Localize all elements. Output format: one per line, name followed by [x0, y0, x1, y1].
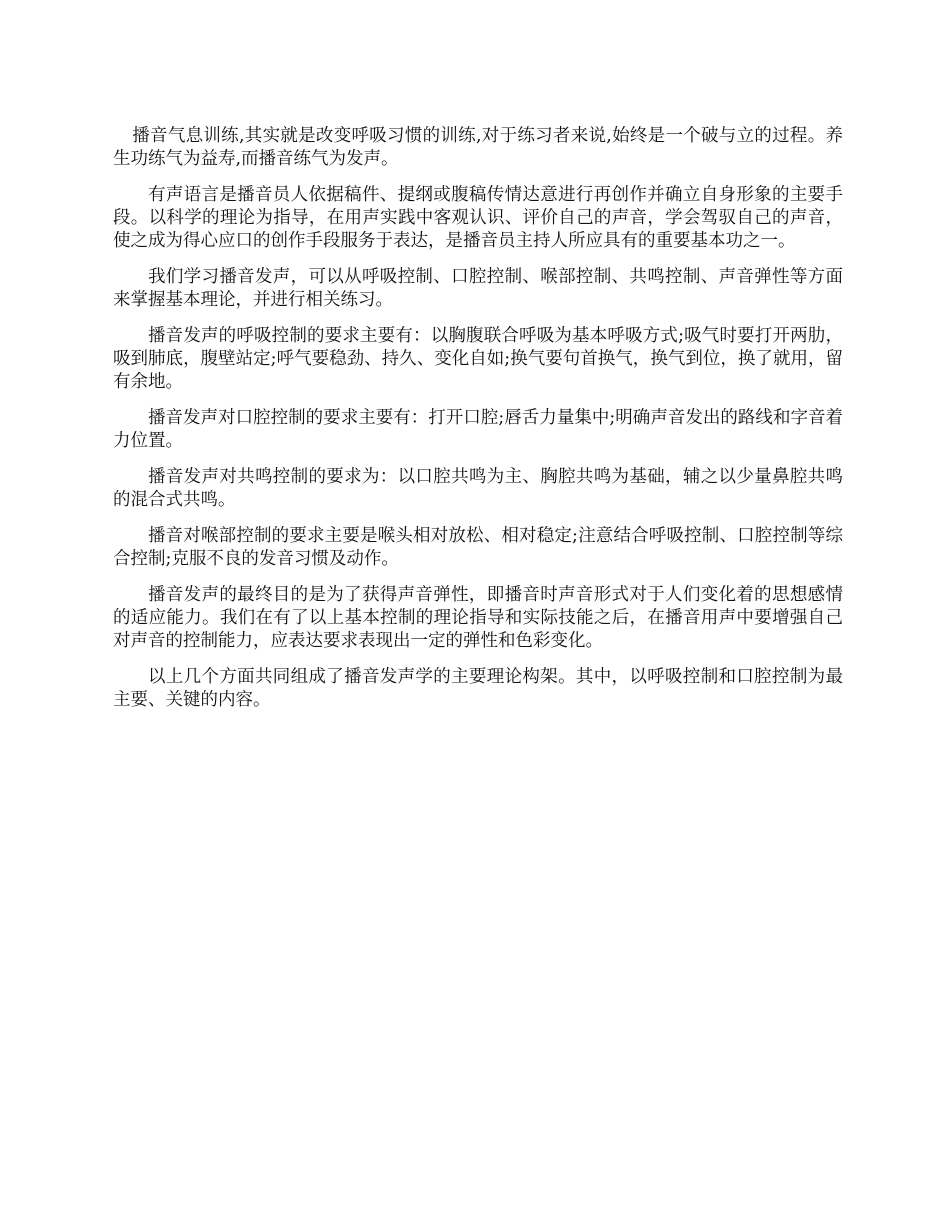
paragraph-breath-training: 播音气息训练,其实就是改变呼吸习惯的训练,对于练习者来说,始终是一个破与立的过程。养生功练气为益寿,而播音练气为发声。: [113, 126, 843, 169]
paragraph-voice-elasticity: 播音发声的最终目的是为了获得声音弹性，即播音时声音形式对于人们变化着的思想感情的适应能力。我们在有了以上基本控制的理论指导和实际技能之后，在播音用声中要增强自己对声音的控制能力，应表达要求表现出一定的弹性和色彩变化。: [113, 585, 843, 651]
paragraph-summary: 以上几个方面共同组成了播音发声学的主要理论构架。其中，以呼吸控制和口腔控制为最主要、关键的内容。: [113, 667, 843, 710]
paragraph-oral-control: 播音发声对口腔控制的要求主要有：打开口腔;唇舌力量集中;明确声音发出的路线和字音着力位置。: [113, 408, 843, 451]
paragraph-spoken-language: 有声语言是播音员人依据稿件、提纲或腹稿传情达意进行再创作并确立自身形象的主要手段。以科学的理论为指导，在用声实践中客观认识、评价自己的声音，学会驾驭自己的声音，使之成为得心应口的创作手段服务于表达，是播音员主持人所应具有的重要基本功之一。: [113, 185, 843, 251]
paragraph-breath-control: 播音发声的呼吸控制的要求主要有：以胸腹联合呼吸为基本呼吸方式;吸气时要打开两肋，吸到肺底，腹壁站定;呼气要稳劲、持久、变化自如;换气要句首换气，换气到位，换了就用，留有余地。: [113, 326, 843, 392]
document-body: [113, 125, 843, 725]
paragraph-resonance-control: 播音发声对共鸣控制的要求为：以口腔共鸣为主、胸腔共鸣为基础，辅之以少量鼻腔共鸣的混合式共鸣。: [113, 467, 843, 510]
paragraph-larynx-control: 播音对喉部控制的要求主要是喉头相对放松、相对稳定;注意结合呼吸控制、口腔控制等综合控制;克服不良的发音习惯及动作。: [113, 526, 843, 569]
paragraph-learning-approach: 我们学习播音发声，可以从呼吸控制、口腔控制、喉部控制、共鸣控制、声音弹性等方面来掌握基本理论，并进行相关练习。: [113, 267, 843, 310]
